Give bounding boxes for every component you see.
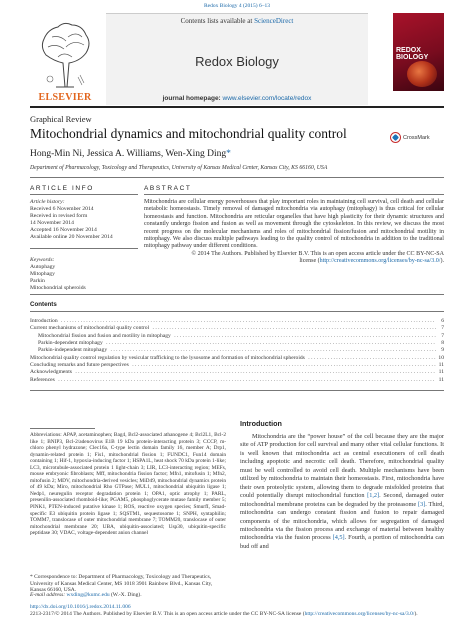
toc-entry-page: 7 [441, 332, 444, 339]
article-info-heading: ARTICLE INFO [30, 185, 94, 192]
toc-entry-page: 9 [441, 347, 444, 354]
journal-name: Redox Biology [195, 54, 279, 69]
crossmark-icon [390, 132, 401, 143]
sciencedirect-link[interactable]: ScienceDirect [254, 17, 294, 25]
footnote-rule [30, 428, 95, 429]
contents-prefix: Contents lists available at [180, 17, 255, 25]
article-type: Graphical Review [30, 114, 92, 124]
toc-entry[interactable] [30, 377, 444, 384]
intro-text: . Fourth, a portion of mitochondria can bud off and [240, 534, 445, 550]
reference-link[interactable]: [1,2] [367, 492, 380, 500]
journal-banner [30, 13, 444, 105]
footer-copyright-suffix: ). [414, 611, 418, 617]
license-prefix: license ( [299, 258, 320, 265]
contents-top-rule [30, 294, 444, 295]
crossmark-button[interactable] [390, 132, 430, 143]
history-label: Article history: [30, 199, 65, 205]
correspondence-footnote: * Correspondence to: Department of Pharmacology, Toxicology and Therapeutics, University of Kansas Medical Center, MS 1018 3901 Rainbow Blvd., Kansas City, Kansas 66160, USA. [30, 574, 213, 594]
history-revised-date: 14 November 2014 [30, 219, 74, 226]
doi-link[interactable]: http://dx.doi.org/10.1016/j.redox.2014.11.006 [30, 604, 131, 610]
footer-copyright [30, 611, 418, 617]
intro-text: Mitochondria are the “power house” of the cell because they are the major site of ATP production for cell survival and many other vital cellular functions. It is well known that mitochondria act as central executioners of cell death including apoptotic and necrotic cell death. Therefore, mitochondrial quality must be well controlled to avoid cell death. Multiple mechanisms have been utilized by mitochondria to maintain their homeostasis. First, mitochondria have their own proteolytic system, allowing them to degrade misfolded proteins that could potentially disrupt mitochondrial function [240, 433, 444, 500]
keyword: Mitochondrial spheroids [30, 284, 86, 291]
toc-entry-page: 11 [438, 369, 444, 376]
abstract-body [144, 199, 444, 266]
toc-entry-label: Parkin-independent mitophagy [38, 347, 108, 354]
toc-leader [30, 318, 436, 325]
publisher-name: ELSEVIER [38, 92, 92, 103]
license-link[interactable]: http://creativecommons.org/licenses/by-nc-sa/3.0/ [319, 258, 441, 265]
history-revised: Received in revised form [30, 212, 88, 219]
toc-leader [30, 355, 436, 362]
info-rule [30, 194, 138, 195]
toc-entry-label: Current mechanisms of mitochondrial quality control [30, 325, 150, 332]
journal-cover-image[interactable] [393, 13, 444, 91]
table-of-contents [30, 318, 444, 384]
toc-entry[interactable] [30, 340, 444, 347]
history-online: Available online 20 November 2014 [30, 233, 113, 240]
toc-entry-label: Parkin-dependent mitophagy [38, 340, 103, 347]
reference-link[interactable]: [4,5] [332, 534, 345, 542]
toc-entry-label: Introduction [30, 318, 58, 324]
license-suffix: ). [440, 258, 444, 265]
header-divider [30, 106, 444, 108]
homepage-prefix: journal homepage: [162, 95, 223, 102]
affiliation-divider [30, 177, 444, 178]
abbreviations-footnote: Abbreviations: APAP, acetaminophen; Bag4, Bcl2-associated athanogene 4; Bcl2L1, Bcl-2 like 1; BNIP3, Bcl-2/adenovirus E1B 19 kDa protein-interacting protein 3; CCCP, m-chloro phenyl hydrazone; Clec16a, C-type lectin domain family 16, member A; Drp1, dynamin-related protein 1; Fis1, mitochondrial fission 1; FUNDC1, Fun14 domain containing 1; Hif-1, hypoxia-inducing factor 1; HSPA1L, heat shock 70 kDa protein 1-like; LC3, microtubule-associated protein 1 light-chain 3; LIR, LC3-interacting region; MEFs, mouse embryonic fibroblasts; Mff, mitochondria fission factor; Mfn1, mitofusin 1; Mfn2, mitofusin 2; MDV, mitochondria-derived vesicles; MiD49, mitochondrial dynamics protein of 49 kDa; Miro, mitochondrial Rho GTPase; MUL1, mitochondrial ubiquitin ligase 1; Nedp1, neuregulin receptor degradation protein 1; OPA1, optic atrophy 1; PARL, presenilin-associated rhomboid-like; PGAM5, phosphoglycerate mutase family member 5; PINK1, PTEN-induced putative kinase 1; ROS, reactive oxygen species; SmurfI, Smad-specific E3 ubiquitin protein ligase 1; SQSTM1, sequestosome 1; SNPH, syntaphilin; TOMM7, translocase of outer mitochondrial membrane 7; TOMM20, translocase of outer mitochondrial membrane 20; UBA, ubiquitin-associated; Usp30, ubiquitin-specific peptidase 30; VDAC, voltage-dependent anion channel [30, 432, 226, 537]
article-history [30, 199, 140, 240]
toc-entry[interactable] [30, 318, 444, 325]
email-label: E-mail address: [30, 592, 67, 598]
abstract-text: Mitochondria are cellular energy powerhouses that play important roles in maintaining cell survival, cell death and cellular metabolic homeostasis. Timely removal of damaged mitochondria via autophagy (mitophagy) is thus critical for cellular homeostasis and function. Mitochondria are reticular organelles that have high plasticity for their dynamic structures and constantly undergo fission and fusion as well as movement through the cytoskeleton. In this review, we discuss the most recent progress on the molecular mechanisms and roles of mitochondrial fission/fusion and mitochondrial motility in mitophagy. We also discuss multiple pathways leading to the quality control of mitochondria in addition to the traditional mitophagy pathway under different conditions. [144, 199, 444, 250]
abstract-heading: ABSTRACT [144, 185, 192, 192]
footer-license-link[interactable]: http://creativecommons.org/licenses/by-nc-sa/3.0/ [304, 611, 415, 617]
abstract-rule [144, 194, 444, 195]
affiliation: Department of Pharmacology, Toxicology and Therapeutics, University of Kansas Medical Center, Kansas City, KS 66160, USA [30, 165, 328, 171]
cover-title: REDOX BIOLOGY [396, 47, 429, 61]
toc-entry-label: Mitochondrial quality control regulation by vesicular trafficking to the lysosome and formation of mitochondrial spheroids [30, 354, 305, 361]
cover-graphic [407, 61, 437, 87]
keyword: Parkin [30, 277, 45, 284]
email-link[interactable]: wxding@kumc.edu [66, 592, 110, 598]
author-list [30, 149, 231, 159]
toc-entry-label: Mitochondrial fission and fusion and motility in mitophagy [38, 332, 171, 339]
contents-available [106, 17, 368, 25]
toc-entry-page: 7 [441, 325, 444, 332]
toc-leader [38, 340, 436, 347]
toc-entry-label: Concluding remarks and future perspectives [30, 362, 129, 369]
corresponding-author-mark[interactable]: * [226, 149, 231, 159]
email-footnote [30, 592, 142, 598]
history-received: Received 6 November 2014 [30, 205, 94, 212]
citation-link[interactable]: Redox Biology 4 (2015) 6–13 [204, 3, 270, 9]
footer-copyright-text: 2213-2317/© 2014 The Authors. Published by Elsevier B.V. This is an open access article under the CC BY-NC-SA license ( [30, 611, 305, 617]
history-accepted: Accepted 16 November 2014 [30, 226, 97, 233]
keyword: Autophagy [30, 263, 56, 270]
keyword: Mitophagy [30, 270, 55, 277]
toc-leader [38, 347, 436, 354]
journal-citation [0, 3, 474, 9]
toc-entry[interactable] [30, 355, 444, 362]
keywords [30, 257, 140, 292]
toc-leader [30, 377, 436, 384]
journal-masthead [106, 13, 368, 105]
toc-entry-page: 11 [438, 362, 444, 369]
toc-entry[interactable] [30, 325, 444, 332]
toc-leader [30, 325, 436, 332]
toc-entry[interactable] [30, 362, 444, 369]
homepage-link[interactable]: www.elsevier.com/locate/redox [222, 95, 312, 102]
contents-heading: Contents [30, 301, 57, 308]
contents-rule [30, 311, 444, 312]
toc-entry-page: 11 [438, 376, 444, 383]
toc-leader [38, 333, 436, 340]
intro-text: . Third, mitochondria can undergo constant fission and fusion to repair damaged components of the mitochondria, which allows for segregation of damaged mitochondria via the fission process and exchange of material between healthy mitochondria via the fusion process [240, 500, 444, 542]
toc-entry-page: 8 [441, 340, 444, 347]
toc-entry[interactable] [30, 369, 444, 376]
intro-text: . Second, damaged outer mitochondrial membrane proteins can be degraded by the proteasome [240, 492, 444, 508]
toc-entry[interactable] [30, 333, 444, 340]
abstract-license [144, 251, 444, 266]
toc-entry-label: References [30, 376, 55, 383]
toc-entry-page: 10 [438, 354, 444, 361]
email-suffix: (W.-X. Ding). [109, 592, 142, 598]
journal-homepage [106, 95, 368, 102]
contents-bottom-rule [30, 390, 444, 391]
toc-leader [30, 362, 436, 369]
publisher-logo[interactable] [30, 13, 100, 105]
abstract-copyright: © 2014 The Authors. Published by Elsevier B.V. This is an open access article under the CC BY-NC-SA [191, 250, 444, 257]
toc-leader [30, 369, 436, 376]
toc-entry-page: 6 [441, 318, 444, 324]
keywords-label: Keywords: [30, 257, 55, 263]
reference-link[interactable]: [3] [418, 500, 426, 508]
introduction-heading: Introduction [240, 419, 282, 428]
crossmark-label: CrossMark [403, 134, 430, 141]
authors-names: Hong-Min Ni, Jessica A. Williams, Wen-Xing Ding [30, 149, 227, 159]
toc-entry[interactable] [30, 347, 444, 354]
article-title: Mitochondrial dynamics and mitochondrial quality control [30, 126, 347, 141]
keywords-rule [30, 248, 138, 249]
tree-logo-icon [36, 17, 94, 89]
toc-entry-label: Acknowledgments [30, 369, 72, 376]
introduction-body [240, 433, 444, 551]
